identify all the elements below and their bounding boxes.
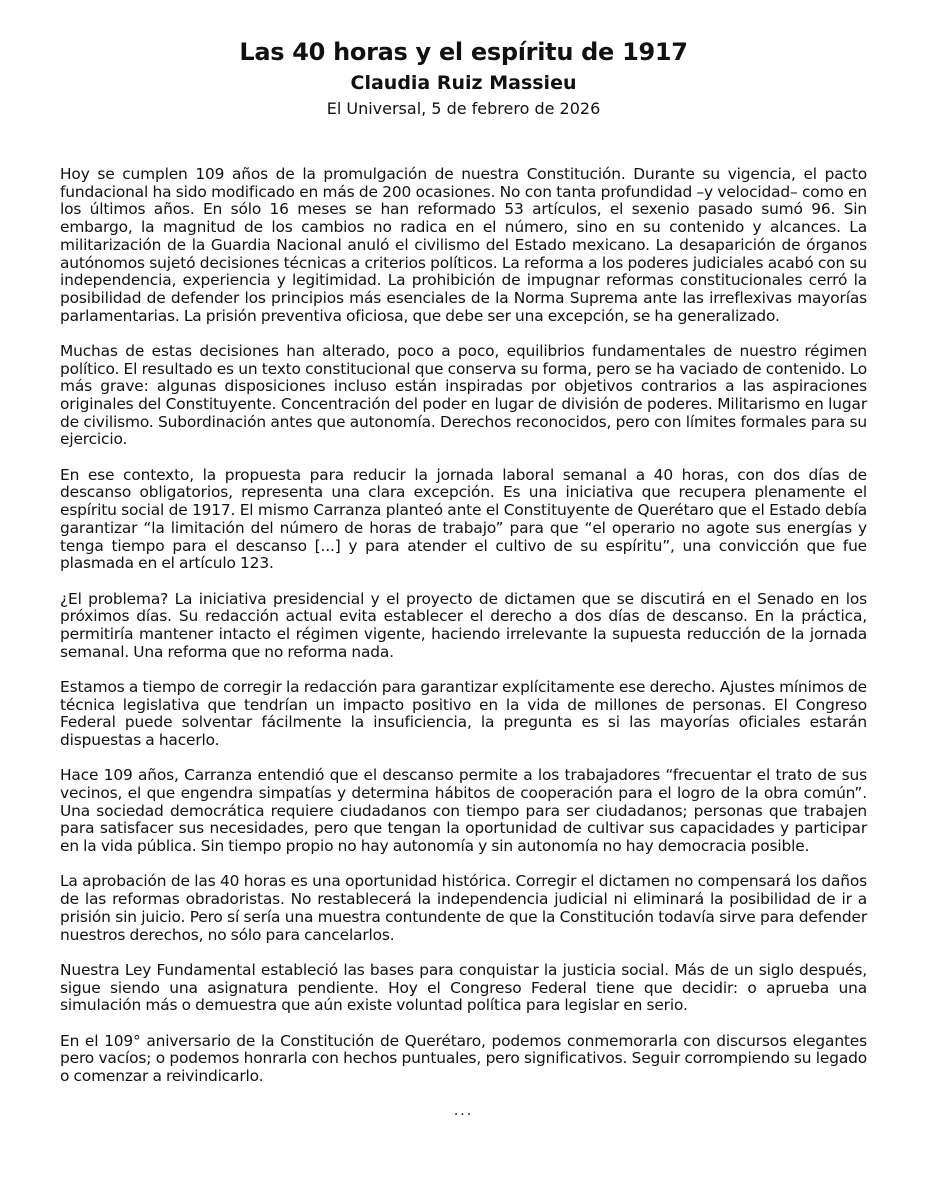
article-author: Claudia Ruiz Massieu — [350, 72, 577, 94]
paragraph-8: Nuestra Ley Fundamental estableció las bases para conquistar la justicia social. Más de un siglo después, sigue siendo una asignatura pendiente. Hoy el Congreso Federal tiene que decidir: o aprueba una simulación más o demuestra que aún existe voluntad política para legislar en serio. — [60, 960, 867, 1015]
article-source: El Universal, 5 de febrero de 2026 — [326, 99, 601, 118]
paragraph-2: Muchas de estas decisiones han alterado, poco a poco, equilibrios fundamentales de nuestro régimen político. El resultado es un texto constitucional que conserva su forma, pero se ha vaciado de contenido. Lo más grave: algunas disposiciones incluso están inspiradas por objetivos contrarios a las aspiraciones originales del Constituyente. Concentración del poder en lugar de división de poderes. Militarismo en lugar de civilismo. Subordinación antes que autonomía. Derechos reconocidos, pero con límites formales para su ejercicio. — [60, 341, 867, 449]
end-ellipsis: ... — [453, 1103, 474, 1120]
article-header — [60, 36, 867, 120]
article-body — [60, 166, 867, 1086]
paragraph-5: Estamos a tiempo de corregir la redacción para garantizar explícitamente ese derecho. Ajustes mínimos de técnica legislativa que tendrían un impacto positivo en la vida de millones de personas. El Congreso Federal puede solventar fácilmente la insuficiencia, la pregunta es si las mayorías oficiales estarán dispuestas a hacerlo. — [60, 677, 867, 750]
paragraph-4: ¿El problema? La iniciativa presidencial y el proyecto de dictamen que se discutirá en el Senado en los próximos días. Su redacción actual evita establecer el derecho a dos días de descanso. En la práctica, permitiría mantener intacto el régimen vigente, haciendo irrelevante la supuesta reducción de la jornada semanal. Una reforma que no reforma nada. — [60, 589, 867, 661]
paragraph-7: La aprobación de las 40 horas es una oportunidad histórica. Corregir el dictamen no compensará los daños de las reformas obradoristas. No restablecerá la independencia judicial ni eliminará la posibilidad de ir a prisión sin juicio. Pero sí sería una muestra contundente de que la Constitución todavía sirve para defender nuestros derechos, no sólo para cancelarlos. — [60, 872, 867, 944]
paragraph-9: En el 109° aniversario de la Constitución de Querétaro, podemos conmemorarla con discursos elegantes pero vacíos; o podemos honrarla con hechos puntuales, pero significativos. Seguir corrompiendo su legado o comenzar a reivindicarlo. — [60, 1031, 867, 1085]
paragraph-6: Hace 109 años, Carranza entendió que el descanso permite a los trabajadores “frecuentar el trato de sus vecinos, el que engendra simpatías y determina hábitos de cooperación para el logro de la obra común”. Una sociedad democrática requiere ciudadanos con tiempo para ser ciudadanos; personas que trabajen para satisfacer sus necesidades, pero que tengan la oportunidad de cultivar sus capacidades y participar en la vida pública. Sin tiempo propio no hay autonomía y sin autonomía no hay democracia posible. — [60, 766, 867, 856]
paragraph-3: En ese contexto, la propuesta para reducir la jornada laboral semanal a 40 horas, con dos días de descanso obligatorios, representa una clara excepción. Es una iniciativa que recupera plenamente el espíritu social de 1917. El mismo Carranza planteó ante el Constituyente de Querétaro que el Estado debía garantizar “la limitación del número de horas de trabajo” para que “el operario no agote sus energías y tenga tiempo para el descanso [...] y para atender el cultivo de su espíritu”, una convicción que fue plasmada en el artículo 123. — [60, 465, 867, 573]
paragraph-1: Hoy se cumplen 109 años de la promulgación de nuestra Constitución. Durante su vigencia, el pacto fundacional ha sido modificado en más de 200 ocasiones. No con tanta profundidad –y velocidad– como en los últimos años. En sólo 16 meses se han reformado 53 artículos, el sexenio pasado sumó 96. Sin embargo, la magnitud de los cambios no radica en el número, sino en su contenido y alcances. La militarización de la Guardia Nacional anuló el civilismo del Estado mexicano. La desaparición de órganos autónomos sujetó decisiones técnicas a criterios políticos. La reforma a los poderes judiciales acabó con su independencia, experiencia y legitimidad. La prohibición de impugnar reformas constitucionales cerró la posibilidad de defender los principios más esenciales de la Norma Suprema ante las irreflexivas mayorías parlamentarias. La prisión preventiva oficiosa, que debe ser una excepción, se ha generalizado. — [60, 165, 867, 325]
article-title: Las 40 horas y el espíritu de 1917 — [239, 38, 688, 66]
